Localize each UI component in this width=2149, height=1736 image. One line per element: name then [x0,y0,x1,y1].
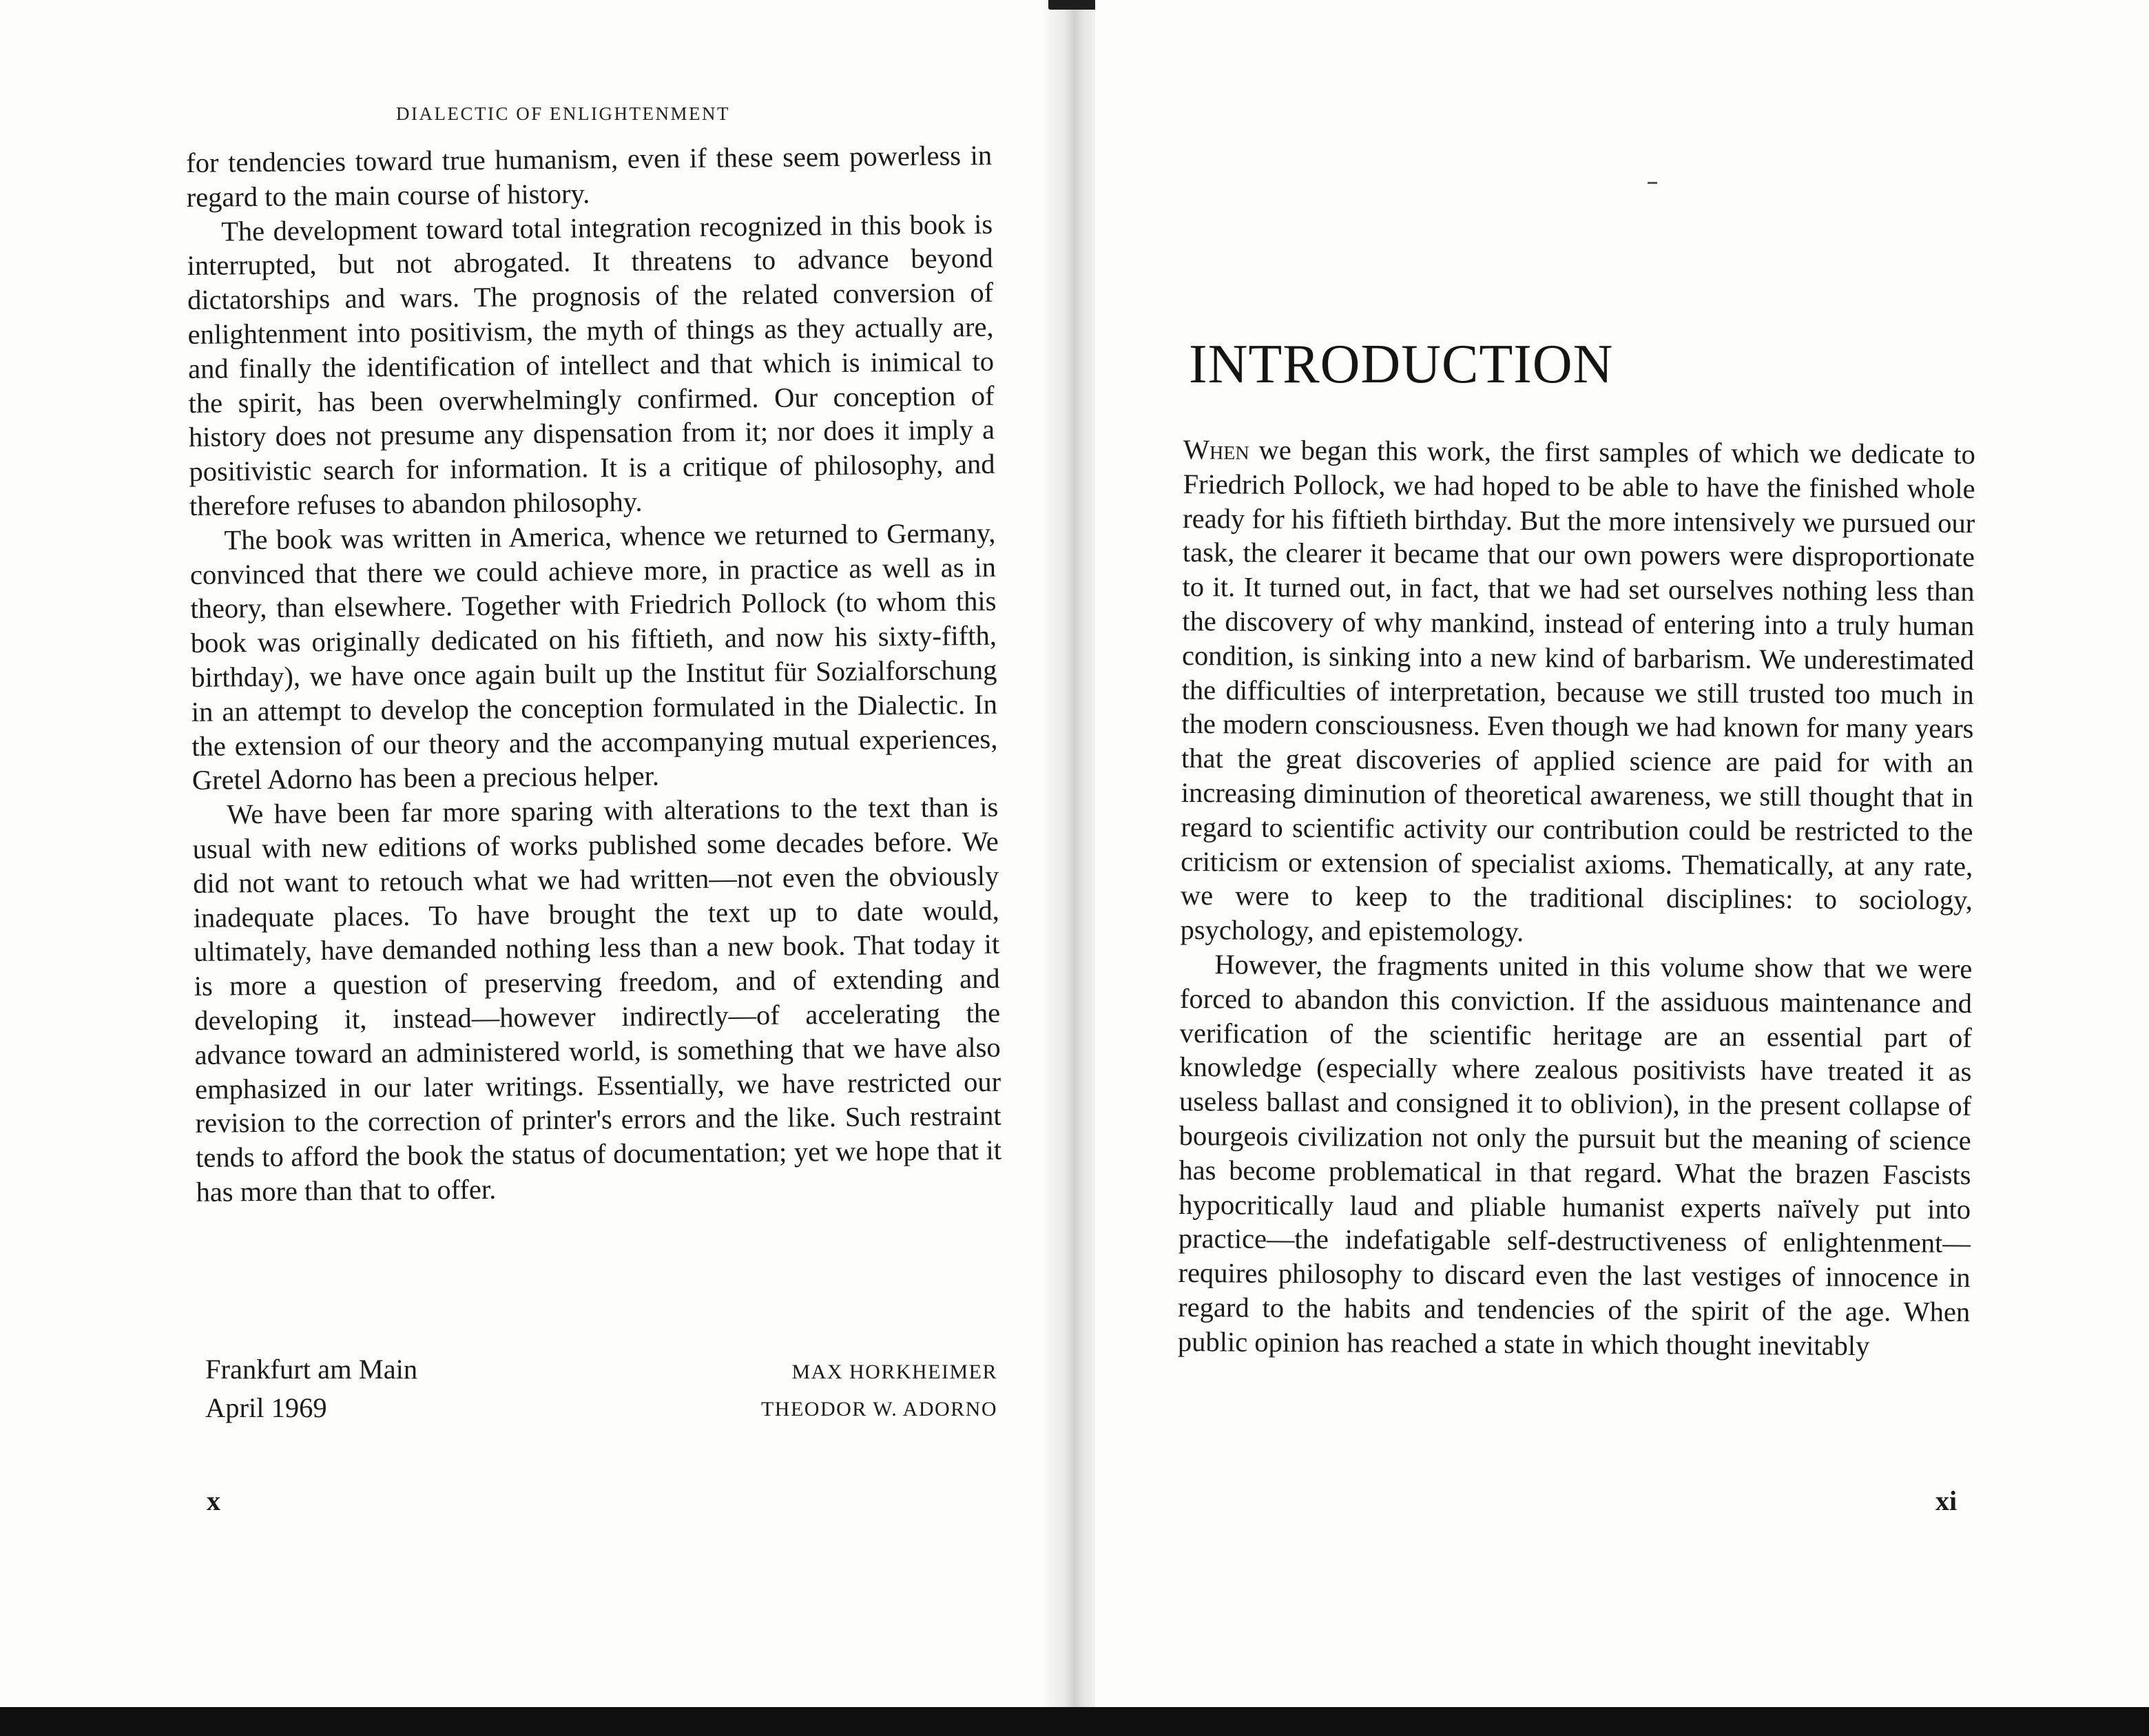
paragraph: The book was written in America, whence we returned to Germany, convinced that there we could achieve more, in practice as well as in theory, than elsewhere. Together with Friedrich Pollock (to whom this book was originally dedicated on his fiftieth, and now his sixty-fifth, birthday), we have once again built up the Institut für Sozialforschung in an attempt to develop the conception formulated in the Dialectic. In the extension of our theory and the accompanying mutual experiences, Gretel Adorno has been a precious helper. [189,517,998,796]
scan-bottom-edge [0,1707,2149,1736]
left-page [0,0,1057,1708]
paragraph: The development toward total integration recognized in this book is interrupted, but not abrogated. It threatens to advance beyond dictatorships and wars. The prognosis of the related conversion of enlightenment into positivism, the myth of things as they actually are, and finally the identification of intellect and that which is inimical to the spirit, has been overwhelmingly confirmed. Our conception of history does not presume any dispensation from it; nor does it imply a positivistic search for information. It is a critique of philosophy, and therefore refuses to abandon philosophy. [187,208,995,521]
paragraph: for tendencies toward true humanism, even if these seem powerless in regard to the main course of history. [186,139,993,213]
signoff-date: April 1969 [205,1392,327,1423]
paragraph [1180,433,1975,952]
lead-word: When [1183,433,1249,466]
author-horkheimer: MAX HORKHEIMER [791,1361,997,1383]
running-head: DIALECTIC OF ENLIGHTENMENT [396,103,730,124]
right-body-text [1178,433,1975,1364]
chapter-title: INTRODUCTION [1189,333,1614,395]
paragraph: However, the fragments united in this volume show that we were forced to abandon this conviction. If the assiduous maintenance and verification of the scientific heritage are an essential part of knowledge (especially where zealous positivists have treated it as useless ballast and consigned it to oblivion), in the present collapse of bourgeois civilization not only the pursuit but the meaning of science has become problematical in that regard. What the brazen Fascists hypocritically laud and pliable humanist experts naïvely put into practice—the indefatigable self-destructiveness of enlightenment—requires philosophy to discard even the last vestiges of innocence in regard to the habits and tendencies of the spirit of the age. When public opinion has reached a state in which thought inevitably [1177,949,1973,1361]
signoff-place: Frankfurt am Main [205,1354,418,1385]
page-number-left: x [207,1485,220,1516]
signoff-block [205,1350,997,1433]
page-number-right: xi [1935,1485,1958,1516]
paragraph-text: we began this work, the first samples of which we dedicate to Friedrich Pollock, we had hoped to be able to have the finished whole ready for his fiftieth birthday. But the more intensively we pursued our task, the clearer it became that our own powers were disproportionate to it. It turned out, in fact, that we had set ourselves nothing less than the discovery of why mankind, instead of entering into a truly human condition, is sinking into a new kind of barbarism. We underestimated the difficulties of interpretation, because we still trusted too much in the modern consciousness. Even though we had known for many years that the great discoveries of applied science are paid for with an increasing diminution of theoretical awareness, we still thought that in regard to scientific activity our contribution could be restricted to the criticism or extension of specialist axioms. Thematically, at any rate, we were to keep to the traditional disciplines: to sociology, psychology, and epistemology. [1180,434,1975,948]
paragraph: We have been far more sparing with alterations to the text than is usual with new editions of works published some decades before. We did not want to retouch what we had written—not even the obviously inadequate places. To have brought the text up to date would, ultimately, have demanded nothing less than a new book. That today it is more a question of preserving freedom, and of extending and developing it, instead—however indirectly—of accelerating the advance toward an administered world, is something that we have also emphasized in our later writings. Essentially, we have restricted our revision to the correction of printer's errors and the like. Such restraint tends to afford the book the status of documentation; yet we hope that it has more than that to offer. [192,791,1002,1208]
author-adorno: THEODOR W. ADORNO [760,1398,997,1420]
left-body-text [186,138,1002,1210]
scan-speck [1648,182,1657,184]
